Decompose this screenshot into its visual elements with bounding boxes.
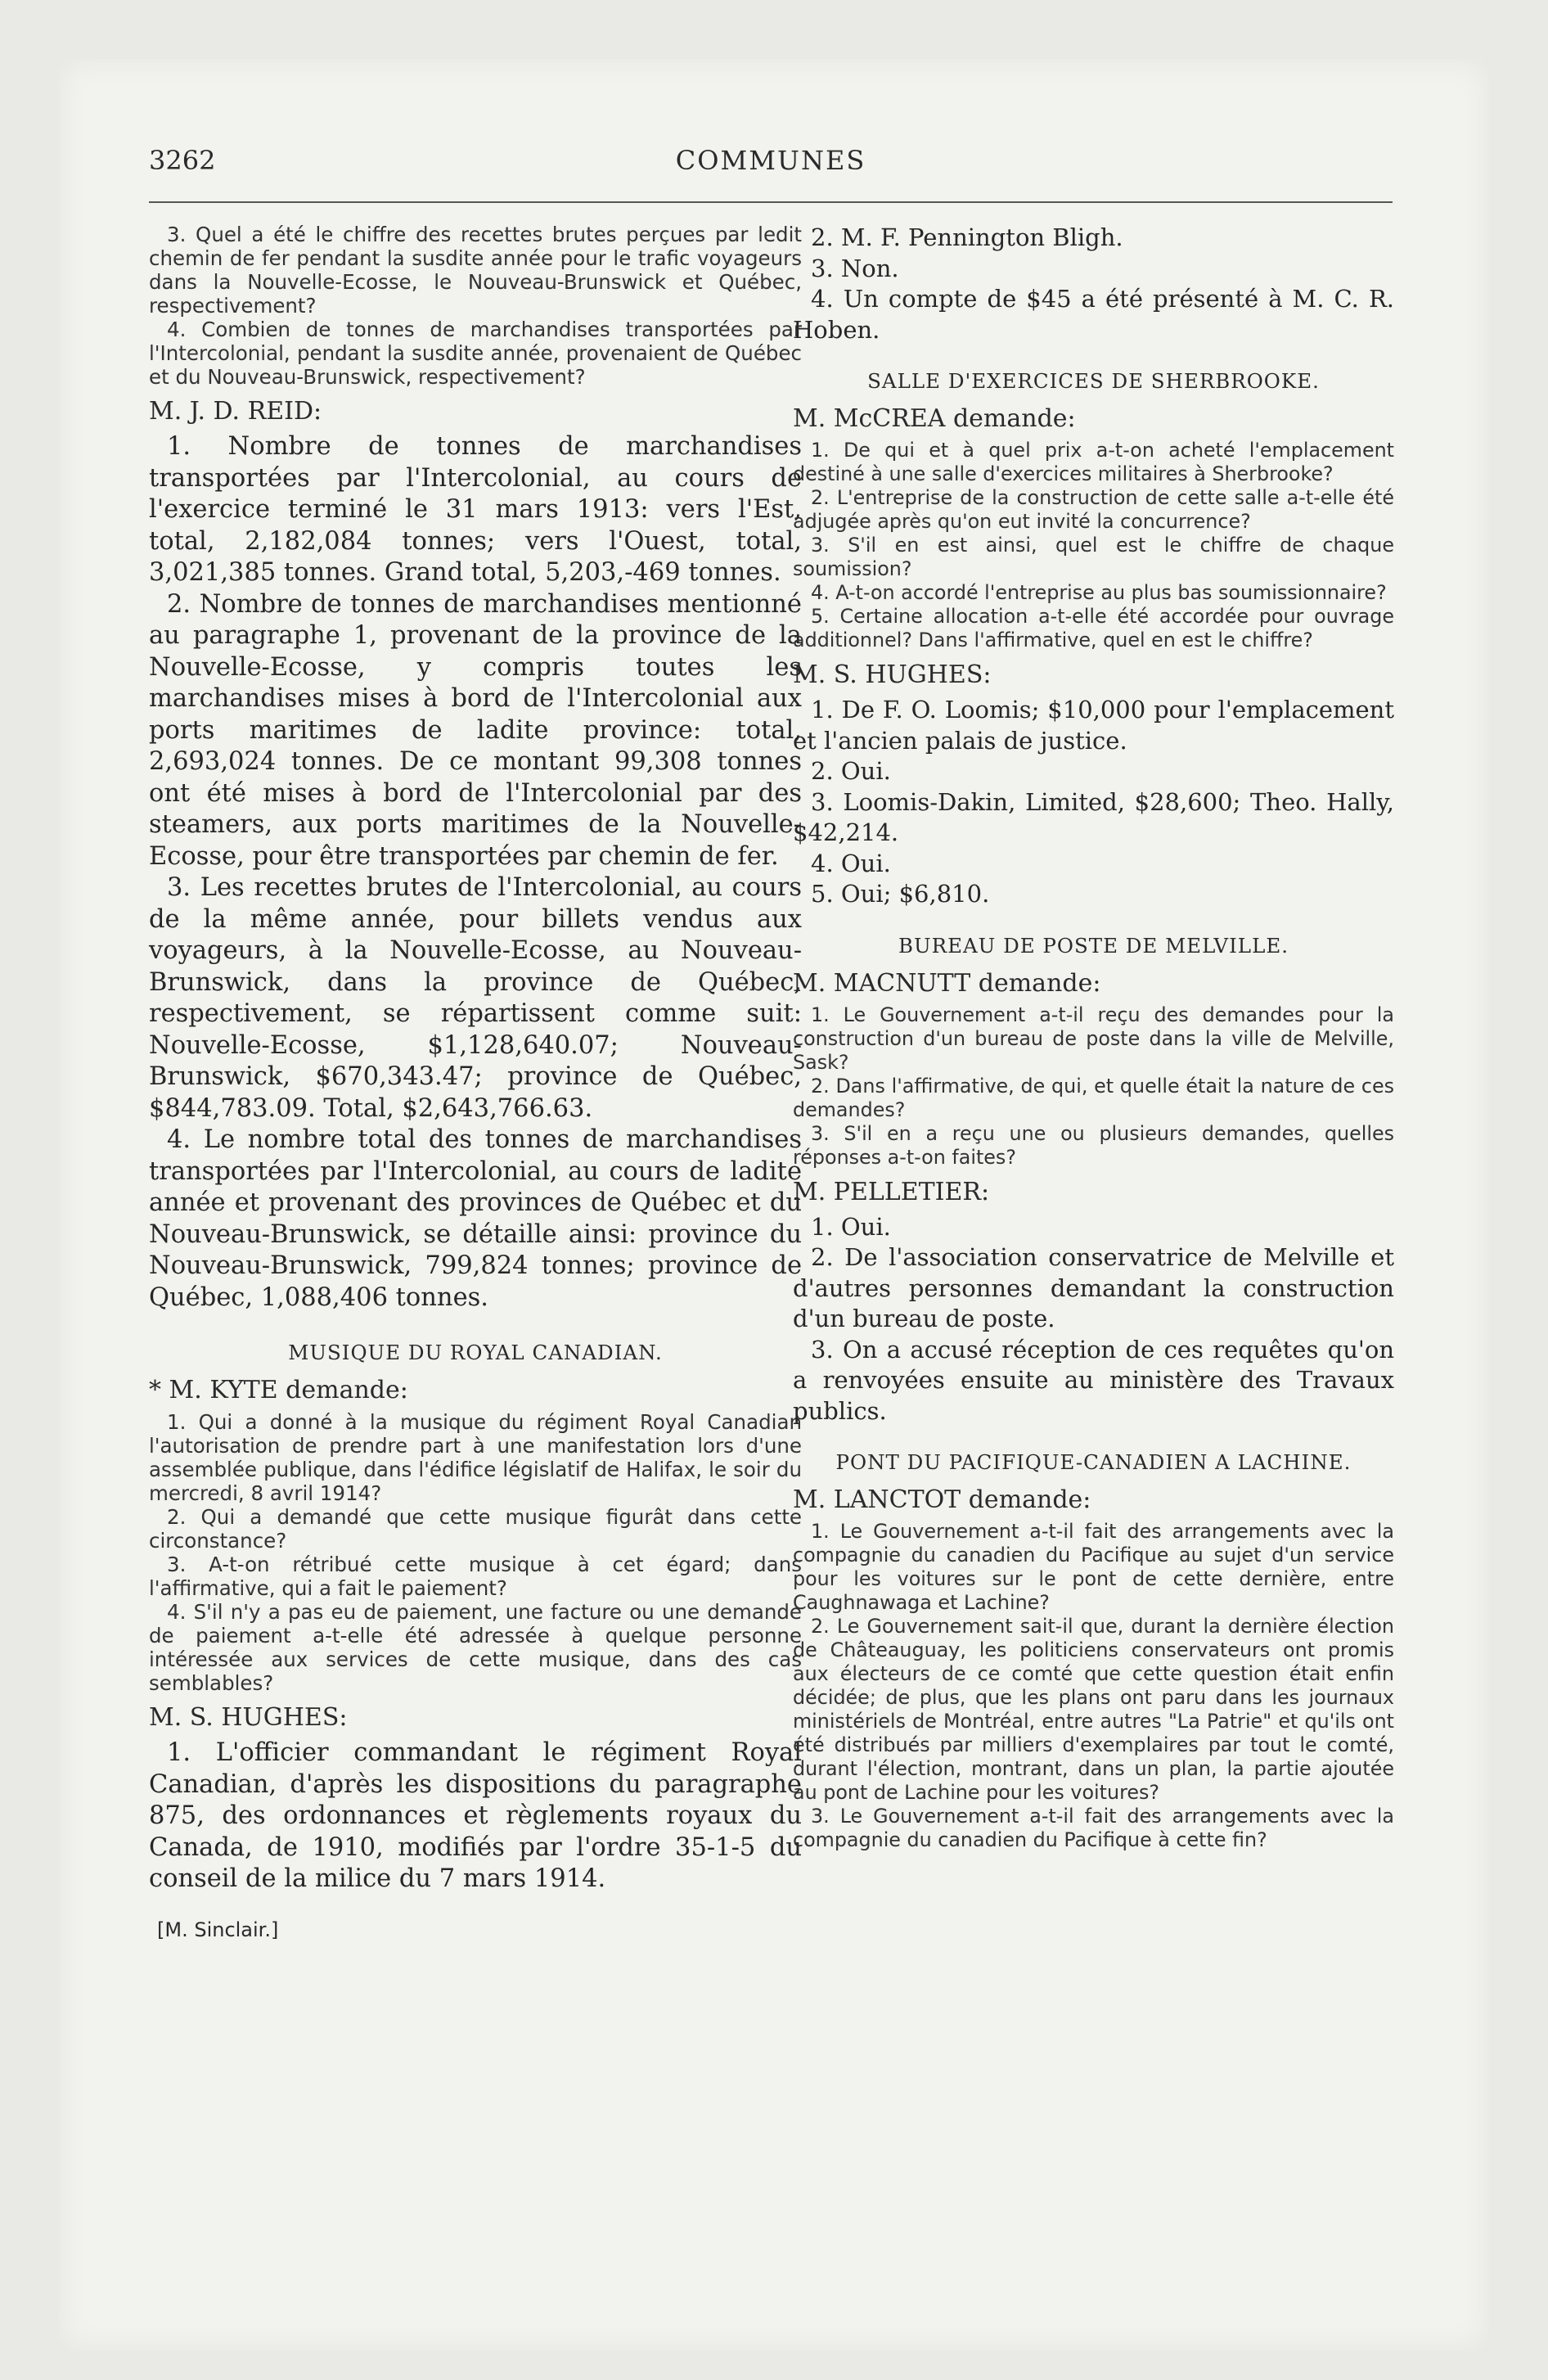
speaker-label: M. PELLETIER: xyxy=(793,1177,990,1206)
answer-text: 1. Oui. xyxy=(811,1212,891,1241)
answer-text: 3. Non. xyxy=(811,254,899,282)
page xyxy=(59,59,1489,2351)
answer-text: 1. Nombre de tonnes de marchandises transportées par l'Intercolonial, au cours de l'exercice terminé le 31 mars 1913: vers l'Est, total, 2,182,084 tonnes; vers l'Ouest, total, 3,021,385 tonnes. Grand total, 5,203,-469 tonnes. xyxy=(149,432,802,587)
answer-text: 3. On a accusé réception de ces requêtes qu'on a renvoyées ensuite au ministère des Travaux publics. xyxy=(793,1335,1394,1425)
speaker-label: M. S. HUGHES: xyxy=(149,1703,348,1732)
question-text: 4. Combien de tonnes de marchandises transportées par l'Intercolonial, pendant la susdite année, provenaient de Québec et du Nouveau-Brunswick, respectivement? xyxy=(149,318,802,389)
page-header xyxy=(149,145,1393,194)
speaker-label: M. McCREA demande: xyxy=(793,404,1076,433)
speaker-label: M. MACNUTT demande: xyxy=(793,968,1101,998)
question-text: 4. A-t-on accordé l'entreprise au plus bas soumissionnaire? xyxy=(811,581,1387,604)
answer-text: 3. Loomis-Dakin, Limited, $28,600; Theo. Hally, $42,214. xyxy=(793,787,1394,846)
question-text: 1. Qui a donné à la musique du régiment Royal Canadian l'autorisation de prendre part à une manifestation lors d'une assemblée publique, dans l'édifice législatif de Halifax, le soir du mercredi, 8 avril 1914? xyxy=(149,1410,802,1505)
question-text: 4. S'il n'y a pas eu de paiement, une facture ou une demande de paiement a-t-elle été adressée à quelque personne intéressée aux services de cette musique, dans des cas semblables? xyxy=(149,1600,802,1695)
question-text: 2. Dans l'affirmative, de qui, et quelle était la nature de ces demandes? xyxy=(793,1074,1394,1121)
section-heading: MUSIQUE DU ROYAL CANADIAN. xyxy=(288,1341,663,1364)
signature-note: [M. Sinclair.] xyxy=(157,1918,279,1941)
answer-text: 3. Les recettes brutes de l'Intercolonial, au cours de la même année, pour billets vendus aux voyageurs, à la Nouvelle-Ecosse, au Nouveau-Brunswick, dans la province de Québec, respectivement, se répartissent comme suit: Nouvelle-Ecosse, $1,128,640.07; Nouveau-Brunswick, $670,343.47; province de Québec, $844,783.09. Total, $2,643,766.63. xyxy=(149,873,802,1123)
answer-text: 4. Le nombre total des tonnes de marchandises transportées par l'Intercolonial, au cours de ladite année et provenant des provinces de Québec et du Nouveau-Brunswick, se détaille ainsi: province du Nouveau-Brunswick, 799,824 tonnes; province de Québec, 1,088,406 tonnes. xyxy=(149,1125,802,1312)
answer-text: 1. De F. O. Loomis; $10,000 pour l'emplacement et l'ancien palais de justice. xyxy=(793,696,1394,755)
answer-text: 2. De l'association conservatrice de Melville et d'autres personnes demandant la construction d'un bureau de poste. xyxy=(793,1243,1394,1332)
speaker-label: M. LANCTOT demande: xyxy=(793,1485,1091,1514)
section-heading: SALLE D'EXERCICES DE SHERBROOKE. xyxy=(867,369,1320,393)
section-heading: BUREAU DE POSTE DE MELVILLE. xyxy=(898,933,1289,958)
question-text: 2. Le Gouvernement sait-il que, durant la dernière élection de Châteauguay, les politiciens conservateurs ont promis aux électeurs de ce comté que cette question était enfin décidée; de plus, que les plans ont paru dans les journaux ministériels de Montréal, entre autres "La Patrie" et qu'ils ont été distribués par milliers d'exemplaires par tout le comté, durant l'élection, montrant, dans un plan, la partie ajoutée au pont de Lachine pour les voitures? xyxy=(793,1615,1394,1804)
question-text: 1. De qui et à quel prix a-t-on acheté l'emplacement destiné à une salle d'exercices militaires à Sherbrooke? xyxy=(793,439,1394,485)
question-text: 1. Le Gouvernement a-t-il reçu des demandes pour la construction d'un bureau de poste dans la ville de Melville, Sask? xyxy=(793,1003,1394,1074)
question-text: 5. Certaine allocation a-t-elle été accordée pour ouvrage additionnel? Dans l'affirmative, quel en est le chiffre? xyxy=(793,605,1394,651)
question-text: 3. Le Gouvernement a-t-il fait des arrangements avec la compagnie du canadien du Pacifique à cette fin? xyxy=(793,1805,1394,1851)
page-number: 3262 xyxy=(149,145,216,176)
question-text: 3. S'il en est ainsi, quel est le chiffre de chaque soumission? xyxy=(793,534,1394,580)
answer-text: 2. Nombre de tonnes de marchandises mentionné au paragraphe 1, provenant de la province de la Nouvelle-Ecosse, y compris toutes les marchandises mises à bord de l'Intercolonial aux ports maritimes de ladite province: total, 2,693,024 tonnes. De ce montant 99,308 tonnes ont été mises à bord de l'Intercolonial par des steamers, aux ports maritimes de la Nouvelle-Ecosse, pour être transportées par chemin de fer. xyxy=(149,589,802,871)
speaker-label: * M. KYTE demande: xyxy=(149,1376,408,1404)
question-text: 3. A-t-on rétribué cette musique à cet égard; dans l'affirmative, qui a fait le paiement? xyxy=(149,1553,802,1600)
left-column xyxy=(149,223,802,1941)
answer-text: 2. M. F. Pennington Bligh. xyxy=(811,223,1123,251)
answer-text: 1. L'officier commandant le régiment Royal Canadian, d'après les dispositions du paragraphe 875, des ordonnances et règlements royaux du Canada, de 1910, modifiés par l'ordre 35-1-5 du conseil de la milice du 7 mars 1914. xyxy=(149,1738,802,1893)
right-column xyxy=(793,223,1394,1852)
answer-text: 4. Un compte de $45 a été présenté à M. C. R. Hoben. xyxy=(793,285,1394,344)
answer-text: 4. Oui. xyxy=(811,849,891,877)
answer-text: 5. Oui; $6,810. xyxy=(811,880,990,908)
question-text: 3. S'il en a reçu une ou plusieurs demandes, quelles réponses a-t-on faites? xyxy=(793,1121,1394,1169)
speaker-label: M. J. D. REID: xyxy=(149,397,322,426)
question-text: 3. Quel a été le chiffre des recettes brutes perçues par ledit chemin de fer pendant la susdite année pour le trafic voyageurs dans la Nouvelle-Ecosse, le Nouveau-Brunswick et Québec, respectivement? xyxy=(149,223,802,318)
question-text: 2. L'entreprise de la construction de cette salle a-t-elle été adjugée après qu'on eut invité la concurrence? xyxy=(793,486,1394,533)
question-text: 1. Le Gouvernement a-t-il fait des arrangements avec la compagnie du canadien du Pacifique au sujet d'un service pour les voitures sur le pont de cette dernière, entre Caughnawaga et Lachine? xyxy=(793,1520,1394,1614)
section-heading: PONT DU PACIFIQUE-CANADIEN A LACHINE. xyxy=(835,1450,1352,1474)
answer-text: 2. Oui. xyxy=(811,757,891,785)
running-title: COMMUNES xyxy=(675,145,866,176)
question-text: 2. Qui a demandé que cette musique figurât dans cette circonstance? xyxy=(149,1505,802,1553)
header-rule xyxy=(149,201,1393,203)
speaker-label: M. S. HUGHES: xyxy=(793,660,992,689)
